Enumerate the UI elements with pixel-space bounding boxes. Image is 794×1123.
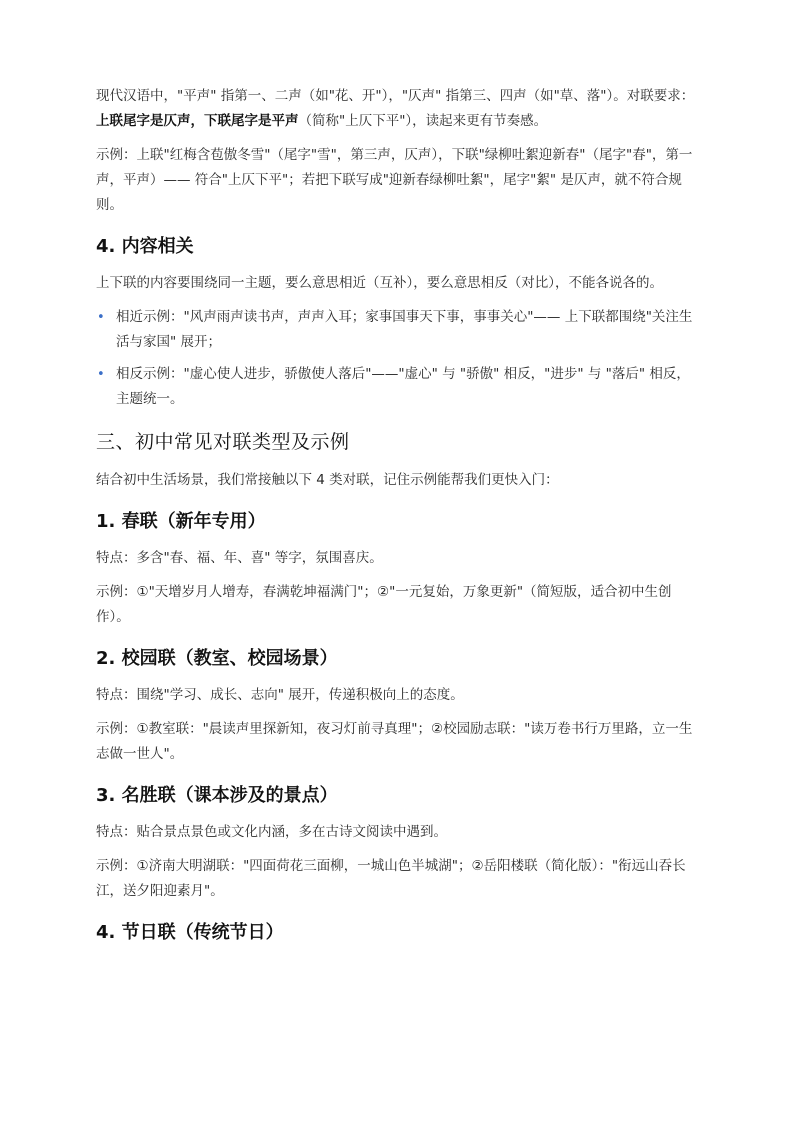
- tone-example-paragraph: 示例：上联"红梅含苞傲冬雪"（尾字"雪"，第三声，仄声），下联"绿柳吐絮迎新春"（尾字"春"，第一声，平声）—— 符合"上仄下平"；若把下联写成"迎新春绿柳吐絮"，尾字"絮" 是仄声，就不符合规则。: [96, 147, 693, 213]
- bullet-dot-icon: •: [97, 310, 105, 325]
- list-item-text: 相反示例："虚心使人进步，骄傲使人落后"——"虚心" 与 "骄傲" 相反，"进步" 与 "落后" 相反，主题统一。: [116, 366, 690, 407]
- tone-rule-prefix: 现代汉语中，"平声" 指第一、二声（如"花、开"），"仄声" 指第三、四声（如"草、落"）。对联要求：: [96, 88, 695, 104]
- tone-rule-paragraph: [96, 84, 702, 134]
- section-three-intro: 结合初中生活场景，我们常接触以下 4 类对联，记住示例能帮我们更快入门：: [96, 472, 559, 488]
- campus-couplet-feature: 特点：围绕"学习、成长、志向" 展开，传递积极向上的态度。: [96, 687, 464, 703]
- spring-couplet-heading: 1. 春联（新年专用）: [96, 511, 266, 532]
- spring-couplet-example: 示例：①"天增岁月人增寿，春满乾坤福满门"；②"一元复始，万象更新"（简短版，适合初中生创作）。: [96, 584, 672, 625]
- spring-couplet-feature: 特点：多含"春、福、年、喜" 等字，氛围喜庆。: [96, 550, 383, 566]
- tone-rule-bold: 上联尾字是仄声，下联尾字是平声: [96, 113, 299, 129]
- list-item: [96, 305, 702, 355]
- tone-rule-suffix: （简称"上仄下平"），读起来更有节奏感。: [298, 113, 548, 129]
- campus-couplet-heading: 2. 校园联（教室、校园场景）: [96, 648, 338, 669]
- bullet-dot-icon: •: [97, 367, 105, 382]
- content-related-heading: 4. 内容相关: [96, 236, 194, 257]
- list-item-text: 相近示例："风声雨声读书声，声声入耳；家事国事天下事，事事关心"—— 上下联都围绕"关注生活与家国" 展开；: [116, 309, 693, 350]
- document-page: [96, 84, 702, 957]
- scenic-couplet-heading: 3. 名胜联（课本涉及的景点）: [96, 785, 338, 806]
- festival-couplet-heading: 4. 节日联（传统节日）: [96, 922, 284, 943]
- scenic-couplet-example: 示例：①济南大明湖联："四面荷花三面柳，一城山色半城湖"；②岳阳楼联（简化版）："衔远山吞长江，送夕阳迎素月"。: [96, 858, 686, 899]
- content-related-list: [96, 305, 702, 412]
- content-related-paragraph: 上下联的内容要围绕同一主题，要么意思相近（互补），要么意思相反（对比），不能各说各的。: [96, 275, 663, 291]
- list-item: [96, 362, 702, 412]
- scenic-couplet-feature: 特点：贴合景点景色或文化内涵，多在古诗文阅读中遇到。: [96, 824, 447, 840]
- campus-couplet-example: 示例：①教室联："晨读声里探新知，夜习灯前寻真理"；②校园励志联："读万卷书行万里路，立一生志做一世人"。: [96, 721, 693, 762]
- section-three-heading: 三、初中常见对联类型及示例: [96, 431, 350, 453]
